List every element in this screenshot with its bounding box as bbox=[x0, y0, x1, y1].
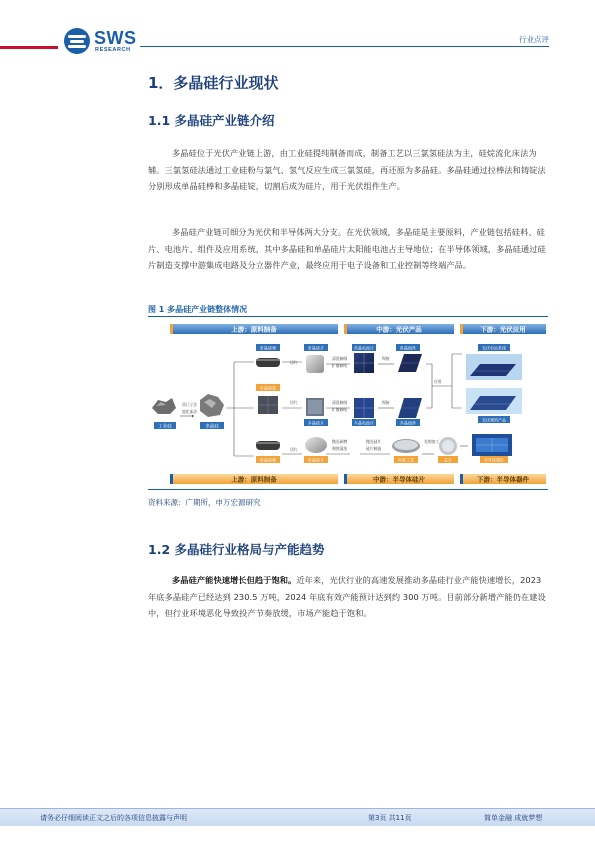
cut-label-2: 切片 bbox=[290, 400, 298, 405]
semi-device-image bbox=[472, 434, 512, 456]
bottom-downstream-label: 下游：半导体器件 bbox=[477, 475, 529, 484]
top-midstream-label: 中游：光伏产品 bbox=[376, 325, 422, 334]
subsection-title-1-1: 1.1 多晶硅产业链介绍 bbox=[148, 113, 275, 128]
mono-rod-image bbox=[256, 358, 280, 367]
bottom-midstream-label: 中游：半导体硅片 bbox=[373, 475, 425, 484]
industrial-silicon-node bbox=[152, 398, 176, 430]
poly-module-image bbox=[398, 398, 422, 418]
mono-module-label: 单晶组件 bbox=[399, 345, 417, 351]
cut-label-3: 切片 bbox=[290, 447, 298, 452]
top-downstream-label: 下游：光伏应用 bbox=[480, 325, 526, 334]
pv-station-image bbox=[466, 354, 522, 380]
logo-subtext: RESEARCH bbox=[95, 47, 131, 53]
poly-module-label: 多晶组件 bbox=[399, 420, 417, 426]
polished-wafer-image bbox=[392, 439, 420, 453]
process-label-fbr: 流化床法 bbox=[182, 409, 198, 414]
chip-label: 芯片 bbox=[443, 457, 453, 463]
paragraph-3 bbox=[148, 572, 546, 622]
poly-ingot-label: 多晶硅锭 bbox=[259, 385, 277, 391]
poly-ingot-image bbox=[258, 396, 278, 414]
weld-label-2: 焊接 bbox=[382, 400, 390, 405]
poly-wafer-label: 多晶硅片 bbox=[307, 420, 325, 426]
polysilicon-chain-diagram bbox=[148, 320, 548, 490]
cut-label-1: 切片 bbox=[290, 360, 298, 365]
report-type-label: 行业点评 bbox=[519, 35, 549, 44]
header-accent-line bbox=[0, 46, 58, 49]
litho-label: 光刻加工 bbox=[424, 439, 440, 444]
mono-wafer-image bbox=[306, 355, 324, 373]
industrial-silicon-label: 工业硅 bbox=[158, 424, 172, 430]
wafer-process-label: 硅片制造 bbox=[366, 446, 382, 451]
mono-wafer-label: 单晶硅片 bbox=[307, 345, 325, 351]
mono-rod-label: 单晶硅棒 bbox=[259, 345, 277, 351]
pv-building-label: 光伏建筑产品 bbox=[482, 417, 506, 423]
polished-wafer-label: 抛光硅片 bbox=[366, 439, 382, 444]
footer-disclaimer: 请务必仔细阅读正文之后的各项信息披露与声明 bbox=[40, 814, 187, 822]
figure-bottom-rule bbox=[148, 489, 548, 490]
company-logo bbox=[64, 28, 138, 56]
subsection-title-1-2: 1.2 多晶硅行业格局与产能趋势 bbox=[148, 542, 325, 557]
pv-building-image bbox=[466, 388, 522, 414]
process-label-siemens: 西门子法 bbox=[182, 402, 198, 407]
paragraph-3-body: 近年来，光伏行业的高速发展推动多晶硅行业产能快速增长，2023 年底多晶硅产已经达到 230.5 万吨，2024 年底有效产能预计达到约 300 万吨。目前部分新增产能仍在建设中，但行业环境恶化导致投产节奏放缓，市场产能趋于饱和。 bbox=[148, 575, 546, 618]
footer-page-number: 第3页 共11页 bbox=[368, 814, 412, 822]
paragraph-1: 多晶硅位于光伏产业链上游，由工业硅提纯制备而成，制备工艺以三氯氢硅法为主，硅烷流化床法为辅。三氯氢硅法通过工业硅粉与氯气、氢气反应生成三氯氢硅，再还原为多晶硅。多晶硅通过拉棒法和铸锭法分别形成单晶硅棒和多晶硅锭，切割后成为硅片，用于光伏组件生产。 bbox=[148, 148, 546, 191]
logo-text: SWS bbox=[94, 28, 137, 48]
mono-cell-label: 单晶电池片 bbox=[354, 345, 374, 351]
poly-wafer-image bbox=[306, 398, 324, 416]
polysilicon-label: 多晶硅 bbox=[205, 424, 219, 430]
polysilicon-node bbox=[200, 394, 224, 430]
clean-label-1: 清洗制绒 bbox=[332, 356, 348, 361]
weld-label-1: 焊接 bbox=[382, 356, 390, 361]
apply-label: 应用 bbox=[434, 379, 442, 384]
semi-device-label: 半导体器件 bbox=[484, 457, 504, 463]
poly-cell-image bbox=[354, 398, 374, 418]
diffusion-label-1: 扩散制结 bbox=[332, 363, 348, 368]
page-footer bbox=[0, 808, 595, 826]
epi-label: 外延工艺 bbox=[397, 457, 415, 463]
poly-cell-label: 多晶电池片 bbox=[354, 420, 374, 426]
figure-top-rule bbox=[148, 316, 548, 317]
semi-rod-label: 单晶硅棒 bbox=[259, 457, 277, 463]
figure-title: 图 1 多晶硅产业链整体情况 bbox=[148, 305, 248, 314]
mono-cell-image bbox=[354, 353, 374, 373]
paragraph-3-lead: 多晶硅产能快速增长但趋于饱和。 bbox=[172, 575, 297, 585]
semi-wafer-label: 单晶硅片 bbox=[307, 457, 325, 463]
top-upstream-label: 上游：原料制备 bbox=[231, 325, 277, 334]
diffusion-label-2: 扩散制结 bbox=[332, 407, 348, 412]
paragraph-2: 多晶硅产业链可细分为光伏和半导体两大分支。在光伏领域，多晶硅是主要原料，产业链包括硅料、硅片、电池片、组件及应用系统，其中多晶硅和单晶硅片太阳能电池占主导地位；在半导体领域，多晶硅通过硅片制造支撑中游集成电路及分立器件产业，最终应用于电子设备和工业控制等终端产品。 bbox=[148, 227, 546, 270]
logo-mark-icon bbox=[64, 28, 90, 54]
section-title: 1．多晶硅行业现状 bbox=[148, 74, 279, 92]
semi-rod-image bbox=[256, 441, 280, 450]
pv-station-label: 光伏电站系统 bbox=[482, 345, 506, 351]
polish-label: 抛光研磨 bbox=[332, 439, 348, 444]
bottom-upstream-label: 上游：原料制备 bbox=[231, 475, 277, 484]
chip-wafer-image bbox=[439, 437, 457, 455]
header-divider bbox=[140, 46, 549, 47]
figure-source: 资料来源：广期所，申万宏源研究 bbox=[148, 498, 261, 507]
etch-label: 刻蚀清洗 bbox=[332, 446, 348, 451]
semi-wafer-image bbox=[305, 437, 327, 453]
footer-slogan: 简单金融 成就梦想 bbox=[484, 814, 543, 822]
mono-module-image bbox=[398, 354, 422, 372]
clean-label-2: 清洗制绒 bbox=[332, 400, 348, 405]
